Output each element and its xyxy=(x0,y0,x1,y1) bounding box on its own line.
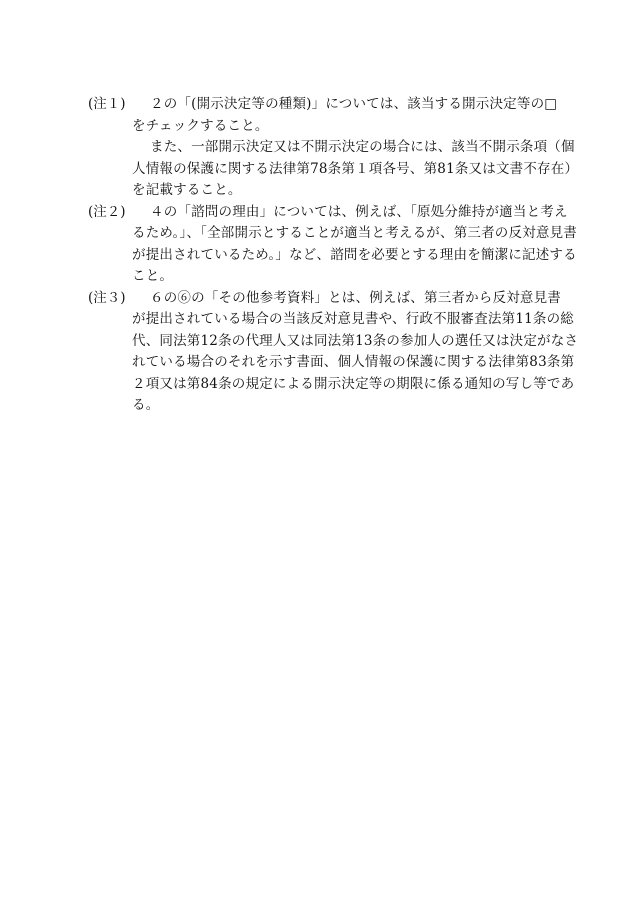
note-label: (注２) xyxy=(88,203,126,220)
notes-section xyxy=(88,94,579,417)
note-1 xyxy=(88,94,579,202)
note-label: (注３) xyxy=(88,289,126,306)
note-line: ４の「諮問の理由」については、例えば、「原処分維持が適当と考え xyxy=(150,203,568,220)
note-line: るため。」、「全部開示とすることが適当と考えるが、第三者の反対意見書 xyxy=(132,225,578,241)
note-paragraph xyxy=(88,137,579,202)
note-line: こと。 xyxy=(132,268,174,284)
note-line: が提出されている場合の当該反対意見書や、行政不服審査法第11条の総 xyxy=(132,311,575,327)
note-line: 代、同法第12条の代理人又は同法第13条の参加人の選任又は決定がなさ xyxy=(132,332,579,349)
note-line: ２の「(開示決定等の種類)」については、該当する開示決定等の□ xyxy=(150,96,558,112)
note-3 xyxy=(88,288,579,417)
note-line: ６の⑥の「その他参考資料」とは、例えば、第三者から反対意見書 xyxy=(150,289,561,306)
note-line: を記載すること。 xyxy=(132,182,242,198)
note-line: ２項又は第84条の規定による開示決定等の期限に係る通知の写し等であ xyxy=(132,375,575,392)
note-paragraph xyxy=(88,288,579,417)
note-2 xyxy=(88,202,578,288)
note-label: (注１) xyxy=(88,96,126,112)
note-line: また、一部開示決定又は不開示決定の場合には、該当不開示条項（個 xyxy=(150,139,575,155)
note-line: をチェックすること。 xyxy=(132,117,269,134)
note-line: れている場合のそれを示す書面、個人情報の保護に関する法律第83条第 xyxy=(132,354,575,370)
note-line: が提出されているため。」など、諮問を必要とする理由を簡潔に記述する xyxy=(132,246,577,263)
note-paragraph xyxy=(88,94,558,137)
note-line: る。 xyxy=(132,397,160,413)
note-line: 人情報の保護に関する法律第78条第１項各号、第81条又は文書不存在） xyxy=(132,160,579,177)
note-paragraph xyxy=(88,202,578,288)
